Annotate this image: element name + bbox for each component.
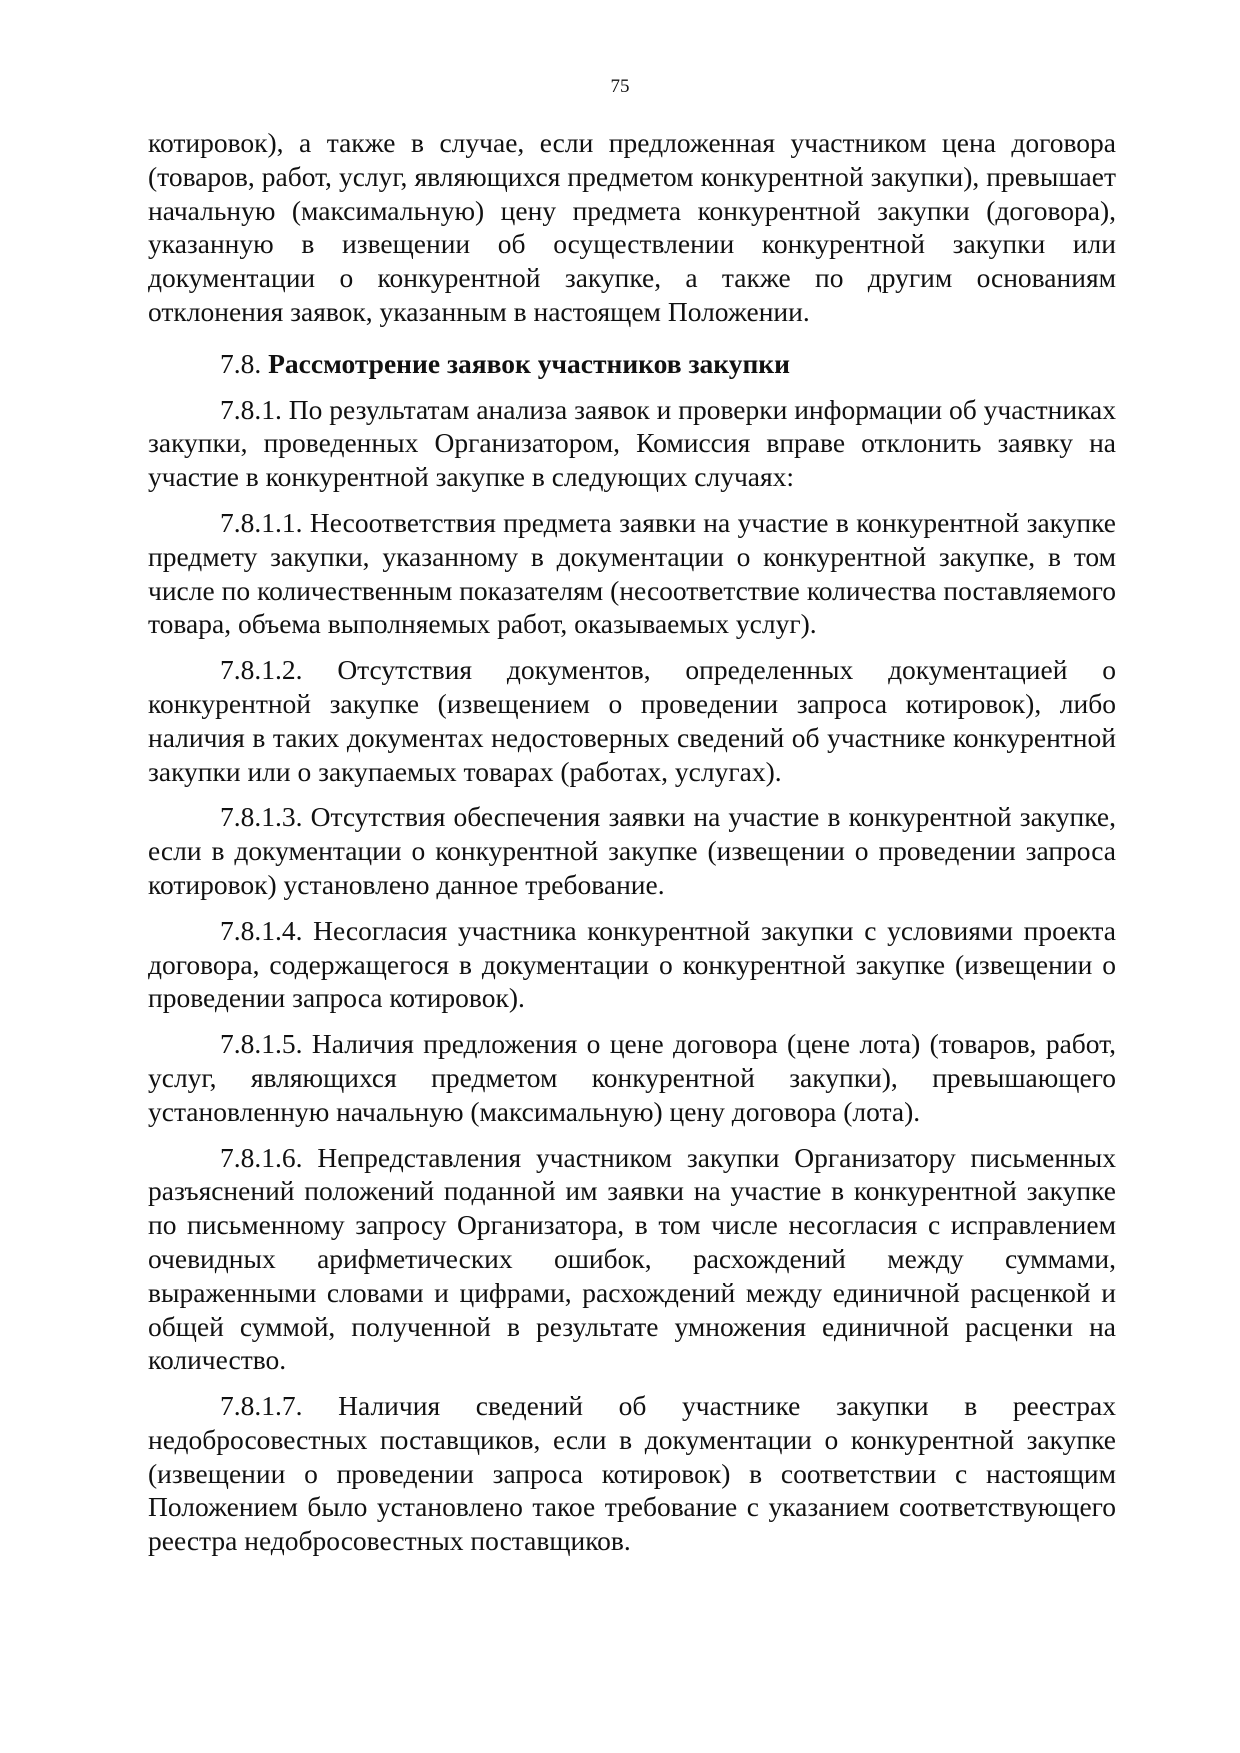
paragraph-7-8-1: 7.8.1. По результатам анализа заявок и проверки информации об участниках закупки, проведенных Организатором, Комиссия вправе отклонить заявку на участие в конкурентной закупке в следующих случаях: xyxy=(148,393,1116,493)
section-heading xyxy=(148,347,1116,381)
paragraph-7-8-1-7: 7.8.1.7. Наличия сведений об участнике закупки в реестрах недобросовестных поставщиков, если в документации о конкурентной закупке (извещении о проведении запроса котировок) в соответствии с настоящим Положением было установлено такое требование с указанием соответствующего реестра недобросовестных поставщиков. xyxy=(148,1390,1116,1557)
document-body xyxy=(148,126,1116,1570)
paragraph-7-8-1-5: 7.8.1.5. Наличия предложения о цене договора (цене лота) (товаров, работ, услуг, являющихся предметом конкурентной закупки), превышающего установленную начальную (максимальную) цену договора (лота). xyxy=(148,1028,1116,1127)
paragraph-7-8-1-6: 7.8.1.6. Непредставления участником закупки Организатору письменных разъяснений положений поданной им заявки на участие в конкурентной закупке по письменному запросу Организатора, в том числе несогласия с исправлением очевидных арифметических ошибок, расхождений между суммами, выраженными словами и цифрами, расхождений между единичной расценкой и общей суммой, полученной в результате умножения единичной расценки на количество. xyxy=(148,1141,1116,1376)
page-number: 75 xyxy=(610,76,630,97)
paragraph-7-8-1-4: 7.8.1.4. Несогласия участника конкурентной закупки с условиями проекта договора, содержащегося в документации о конкурентной закупке (извещении о проведении запроса котировок). xyxy=(148,914,1116,1014)
paragraph-7-8-1-3: 7.8.1.3. Отсутствия обеспечения заявки на участие в конкурентной закупке, если в документации о конкурентной закупке (извещении о проведении запроса котировок) установлено данное требование. xyxy=(148,801,1116,900)
paragraph-7-8-1-2: 7.8.1.2. Отсутствия документов, определенных документацией о конкурентной закупке (извещением о проведении запроса котировок), либо наличия в таких документах недостоверных сведений об участнике конкурентной закупки или о закупаемых товарах (работах, услугах). xyxy=(148,654,1116,787)
paragraph-7-8-1-1: 7.8.1.1. Несоответствия предмета заявки на участие в конкурентной закупке предмету закупки, указанному в документации о конкурентной закупке, в том числе по количественным показателям (несоответствие количества поставляемого товара, объема выполняемых работ, оказываемых услуг). xyxy=(148,506,1116,640)
section-heading-number: 7.8. xyxy=(220,347,269,379)
paragraph-continuation: котировок), а также в случае, если предложенная участником цена договора (товаров, работ, услуг, являющихся предметом конкурентной закупки), превышает начальную (максимальную) цену предмета конкурентной закупки (договора), указанную в извещении об осуществлении конкурентной закупки или документации о конкурентной закупке, а также по другим основаниям отклонения заявок, указанным в настоящем Положении. xyxy=(148,127,1116,327)
section-heading-title: Рассмотрение заявок участников закупки xyxy=(268,347,790,379)
